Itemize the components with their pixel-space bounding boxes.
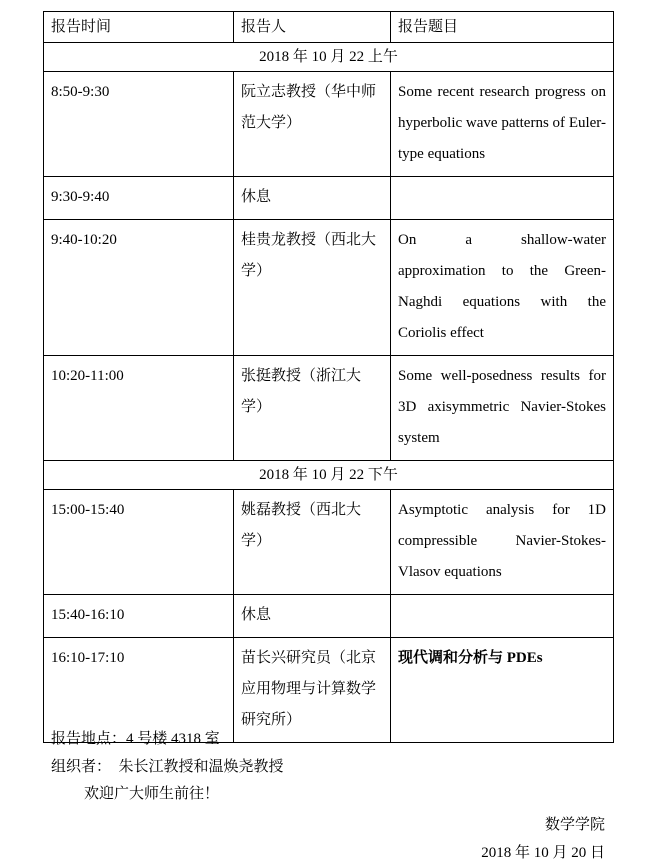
time-cell: 16:10-17:10 bbox=[44, 638, 234, 743]
section-row-afternoon bbox=[44, 461, 614, 490]
topic-cell: Some well-posedness results for 3D axisymmetric Navier-Stokes system bbox=[391, 356, 614, 461]
table-row bbox=[44, 490, 614, 595]
header-time: 报告时间 bbox=[44, 12, 234, 43]
speaker-cell: 休息 bbox=[234, 177, 391, 220]
welcome-text: 欢迎广大师生前往！ bbox=[84, 786, 220, 802]
date-text: 2018 年 10 月 20 日 bbox=[481, 845, 605, 861]
time-cell: 15:40-16:10 bbox=[44, 595, 234, 638]
table-row bbox=[44, 638, 614, 743]
section-row-morning bbox=[44, 43, 614, 72]
header-topic: 报告题目 bbox=[391, 12, 614, 43]
topic-cell: Some recent research progress on hyperbolic wave patterns of Euler-type equations bbox=[391, 72, 614, 177]
section-title-afternoon: 2018 年 10 月 22 下午 bbox=[44, 461, 614, 490]
table-row bbox=[44, 356, 614, 461]
time-cell: 10:20-11:00 bbox=[44, 356, 234, 461]
topic-cell: Asymptotic analysis for 1D compressible Navier-Stokes-Vlasov equations bbox=[391, 490, 614, 595]
section-title-morning: 2018 年 10 月 22 上午 bbox=[44, 43, 614, 72]
speaker-cell: 桂贵龙教授（西北大学） bbox=[234, 220, 391, 356]
table-header-row bbox=[44, 12, 614, 43]
organizers-text: 组织者： 朱长江教授和温焕尧教授 bbox=[51, 759, 284, 775]
table-row bbox=[44, 220, 614, 356]
table-row bbox=[44, 72, 614, 177]
time-cell: 9:40-10:20 bbox=[44, 220, 234, 356]
topic-cell bbox=[391, 177, 614, 220]
speaker-cell: 姚磊教授（西北大学） bbox=[234, 490, 391, 595]
speaker-cell: 张挺教授（浙江大学） bbox=[234, 356, 391, 461]
topic-cell bbox=[391, 595, 614, 638]
speaker-cell: 苗长兴研究员（北京应用物理与计算数学研究所） bbox=[234, 638, 391, 743]
table-row bbox=[44, 177, 614, 220]
time-cell: 8:50-9:30 bbox=[44, 72, 234, 177]
speaker-cell: 休息 bbox=[234, 595, 391, 638]
schedule-table bbox=[43, 11, 614, 743]
table-row bbox=[44, 595, 614, 638]
location-text: 报告地点：4 号楼 4318 室 bbox=[51, 731, 220, 747]
time-cell: 9:30-9:40 bbox=[44, 177, 234, 220]
header-speaker: 报告人 bbox=[234, 12, 391, 43]
time-cell: 15:00-15:40 bbox=[44, 490, 234, 595]
speaker-cell: 阮立志教授（华中师范大学） bbox=[234, 72, 391, 177]
department-text: 数学学院 bbox=[544, 817, 605, 833]
topic-cell: 现代调和分析与 PDEs bbox=[391, 638, 614, 743]
topic-cell: On a shallow-water approximation to the Green-Naghdi equations with the Coriolis effect bbox=[391, 220, 614, 356]
